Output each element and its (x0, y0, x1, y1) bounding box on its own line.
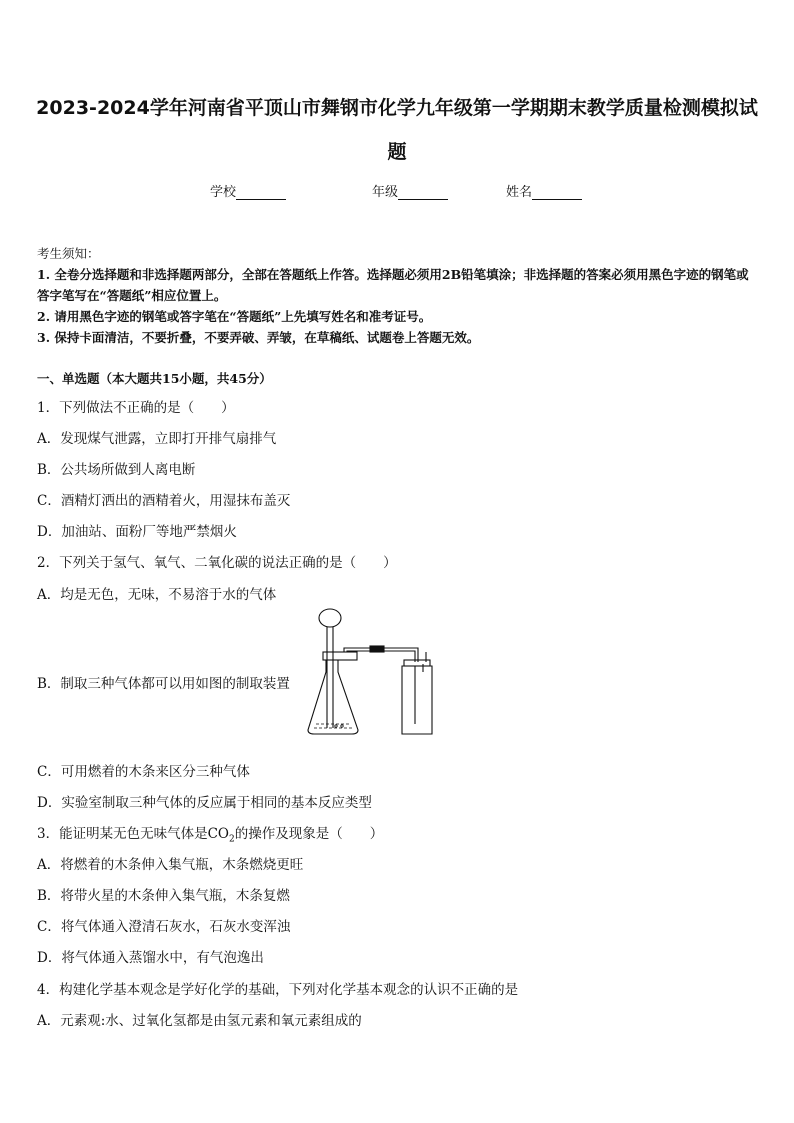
q2-option-d: D．实验室制取三种气体的反应属于相同的基本反应类型 (37, 795, 372, 811)
q1-option-a: A．发现煤气泄露，立即打开排气扇排气 (37, 431, 277, 447)
q1-option-d: D．加油站、面粉厂等地严禁烟火 (37, 524, 237, 540)
q3-option-c: C．将气体通入澄清石灰水，石灰水变浑浊 (37, 919, 291, 935)
q4-option-a: A．元素观:水、过氧化氢都是由氢元素和氧元素组成的 (37, 1013, 362, 1029)
grade-blank[interactable] (398, 186, 448, 200)
school-blank[interactable] (236, 186, 286, 200)
q1-option-c: C．酒精灯洒出的酒精着火，用湿抹布盖灭 (37, 493, 291, 509)
q4-stem: 4．构建化学基本观念是学好化学的基础，下列对化学基本观念的认识不正确的是 (37, 982, 519, 998)
notice-item-3: 3. 保持卡面清洁，不要折叠，不要弄破、弄皱，在草稿纸、试题卷上答题无效。 (37, 330, 480, 345)
notice-heading: 考生须知： (37, 246, 100, 261)
school-field[interactable] (210, 181, 286, 200)
q1-stem: 1．下列做法不正确的是（ ） (37, 400, 235, 416)
notice-item-1: 1. 全卷分选择题和非选择题两部分，全部在答题纸上作答。选择题必须用2B铅笔填涂；非选择题的答案必须用黑色字迹的钢笔或答字笔写在“答题纸”相应位置上。 (37, 267, 749, 303)
grade-label: 年级 (372, 185, 399, 200)
name-field[interactable] (506, 181, 582, 200)
section-heading: 一、单选题（本大题共15小题，共45分） (37, 371, 272, 386)
exam-title-line-1: 2023-2024学年河南省平顶山市舞钢市化学九年级第一学期期末教学质量检测模拟试 (36, 97, 758, 119)
q3-option-d: D．将气体通入蒸馏水中，有气泡逸出 (37, 950, 264, 966)
q2-option-b: B．制取三种气体都可以用如图的制取装置 (37, 676, 290, 692)
grade-field[interactable] (372, 181, 448, 200)
exam-title-line-2: 题 (387, 141, 407, 163)
q2-option-a: A．均是无色，无味，不易溶于水的气体 (37, 587, 277, 603)
exam-title (36, 86, 758, 174)
name-label: 姓名 (506, 185, 533, 200)
q3-stem-subscript: 2 (229, 834, 235, 845)
q3-stem (37, 822, 383, 845)
gas-generation-apparatus-diagram (300, 606, 450, 738)
q1-option-b: B．公共场所做到人离电断 (37, 462, 196, 478)
q2-option-c: C．可用燃着的木条来区分三种气体 (37, 764, 250, 780)
candidate-notice (37, 243, 759, 348)
q3-stem-end: 的操作及现象是（ ） (234, 826, 384, 842)
name-blank[interactable] (532, 186, 582, 200)
notice-item-2: 2. 请用黑色字迹的钢笔或答字笔在“答题纸”上先填写姓名和准考证号。 (37, 309, 432, 324)
q2-stem: 2．下列关于氢气、氧气、二氧化碳的说法正确的是（ ） (37, 555, 397, 571)
school-label: 学校 (210, 185, 237, 200)
q3-option-a: A．将燃着的木条伸入集气瓶，木条燃烧更旺 (37, 857, 304, 873)
q3-stem-start: 3．能证明某无色无味气体是CO (37, 826, 229, 842)
q3-option-b: B．将带火星的木条伸入集气瓶，木条复燃 (37, 888, 290, 904)
